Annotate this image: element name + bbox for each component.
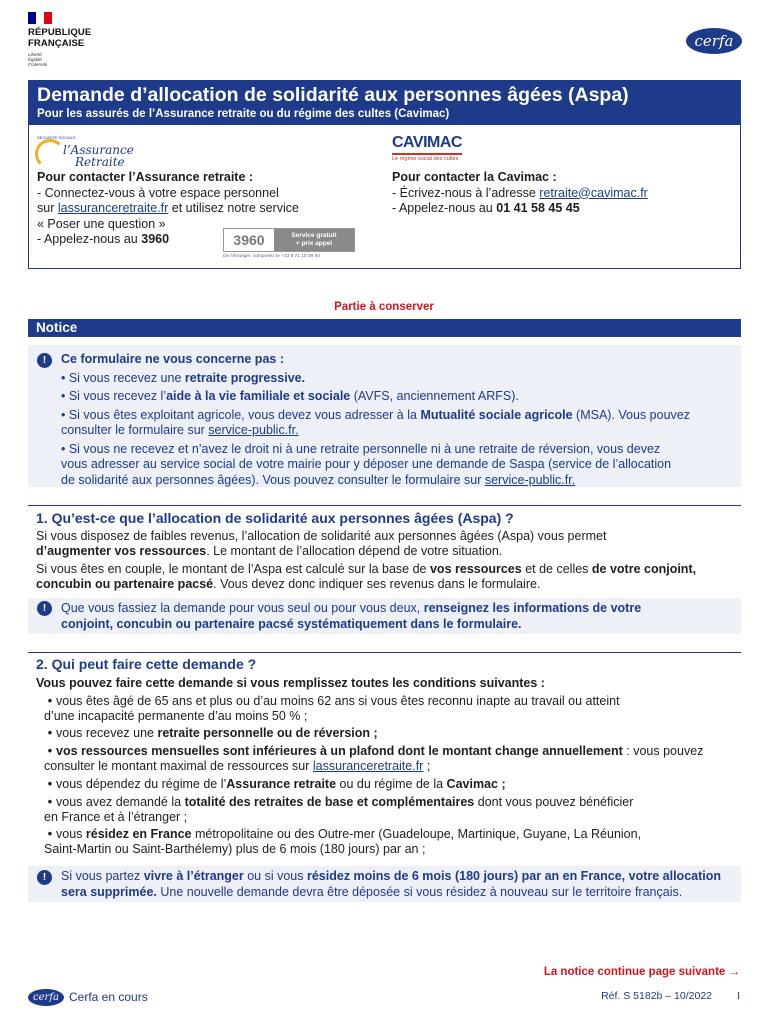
contact-cav-phone: 01 41 58 45 45 — [496, 201, 580, 215]
s2box-bold3: sera supprimée. — [61, 884, 157, 899]
s2box-text3: Une nouvelle demande devra être déposée si vous résidez à nouveau sur le territoire français. — [156, 884, 683, 899]
item4-line2: vous adresser au service social de votre mairie pour y déposer une demande de Saspa (service de l’allocation — [61, 457, 672, 471]
republique-francaise-logo — [28, 27, 91, 49]
contact-cav-email-label: - Écrivez-nous à l’adresse — [392, 185, 540, 200]
badge-international-note: De l’étranger, composez le +33 9 71 10 39 60 — [223, 254, 320, 259]
contact-ar-line3: « Poser une question » — [37, 216, 166, 231]
contact-cav-line2 — [392, 201, 732, 217]
section1-info-box — [28, 598, 741, 634]
motto-egalite: Égalité — [28, 57, 42, 62]
s2box-text1: Si vous partez — [61, 869, 144, 883]
condition-3-text: : vous pouvez — [622, 744, 704, 758]
cavimac-logo-name: CAVIMAC — [392, 133, 462, 155]
condition-5 — [44, 795, 744, 826]
footer-cerfa-status: Cerfa en cours — [69, 990, 148, 1004]
contact-ar-phone: 3960 — [141, 232, 170, 246]
item1-text: • Si vous recevez une — [61, 370, 185, 385]
section1-rule — [28, 505, 741, 506]
rf-line2: FRANÇAISE — [28, 38, 85, 49]
form-header-box — [28, 80, 741, 269]
condition-1-line1: vous êtes âgé de 65 ans et plus ou d’au moins 62 ans si vous êtes reconnu inapte au travail ou atteint — [56, 694, 620, 708]
section1-title: 1. Qu’est-ce que l’allocation de solidarité aux personnes âgées (Aspa) ? — [36, 510, 514, 526]
section2-intro: Vous pouvez faire cette demande si vous remplissez toutes les conditions suivantes : — [36, 676, 545, 690]
assurance-retraite-logo — [35, 135, 145, 171]
footer-cerfa-logo — [28, 989, 64, 1006]
condition-4 — [44, 777, 744, 792]
s1p2-text2: et de celles — [521, 562, 592, 576]
lassuranceretraite-plafond-link[interactable]: lassuranceretraite.fr — [312, 759, 424, 774]
section1-paragraph1 — [36, 529, 736, 560]
footer-page-number: I — [737, 990, 740, 1002]
item1-bold: retraite progressive. — [184, 370, 306, 385]
condition-5-bold: totalité des retraites de base et complémentaires — [184, 795, 475, 809]
title-band — [29, 81, 740, 125]
badge-service-line1: Service gratuit — [291, 232, 337, 239]
partie-a-conserver: Partie à conserver — [334, 301, 434, 313]
condition-2 — [44, 726, 744, 741]
s1p1-line1: Si vous disposez de faibles revenus, l’allocation de solidarité aux personnes âgées (Aspa) vous permet — [36, 529, 607, 543]
s1p1-suffix: . Le montant de l’allocation dépend de votre situation. — [206, 544, 503, 559]
condition-6-bold: résidez en France — [85, 827, 192, 841]
item4-line3: de solidarité aux personnes âgées). Vous pouvez consulter le formulaire sur — [61, 472, 485, 487]
badge-service — [274, 229, 354, 251]
not-concerned-box — [28, 345, 741, 487]
condition-4-text2: ou du régime de la — [336, 777, 447, 791]
condition-3-suffix: ; — [423, 759, 431, 774]
service-public-link-2[interactable]: service-public.fr. — [484, 472, 576, 487]
section2-info-text — [61, 869, 733, 900]
not-concerned-item-1 — [61, 368, 733, 387]
s2box-text2: ou si vous — [243, 869, 307, 883]
cavimac-logo-tagline: Le régime social des cultes — [392, 156, 459, 162]
badge-number: 3960 — [233, 232, 265, 248]
item4-line1: • Si vous ne recevez et n’avez le droit ni à une retraite personnelle ni à une retraite de réversion, vous devez — [61, 441, 661, 456]
cerfa-logo — [686, 28, 742, 54]
condition-4-bold1: Assurance retraite — [226, 777, 337, 791]
condition-1-line2: d’une incapacité permanente d’au moins 50 % ; — [44, 709, 308, 724]
condition-3 — [44, 744, 744, 775]
condition-4-text: vous dépendez du régime de l’ — [56, 777, 227, 791]
section1-paragraph2 — [36, 562, 736, 593]
contact-ar-line2-prefix: sur — [37, 201, 58, 215]
contact-ar-title: Pour contacter l’Assurance retraite : — [37, 170, 254, 184]
exclamation-icon: ! — [37, 870, 52, 885]
condition-5-text: vous avez demandé la — [56, 795, 185, 809]
item3-text: • Si vous êtes exploitant agricole, vous devez vous adresser à la — [61, 407, 421, 422]
rf-line1: RÉPUBLIQUE — [28, 27, 92, 38]
cavimac-email-link[interactable]: retraite@cavimac.fr — [539, 185, 648, 200]
not-concerned-item-2 — [61, 386, 733, 405]
s1box-text: Que vous fassiez la demande pour vous seul ou pour vous deux, — [61, 601, 424, 615]
page-subtitle: Pour les assurés de l’Assurance retraite ou du régime des cultes (Cavimac) — [37, 108, 450, 120]
bullet-icon: • — [47, 827, 53, 841]
notice-heading: Notice — [28, 319, 741, 337]
service-public-link-1[interactable]: service-public.fr. — [208, 423, 299, 437]
footer-cerfa-logo-text: cerfa — [33, 992, 59, 1003]
marianne-flag-icon — [28, 12, 52, 24]
item3-line2: consulter le formulaire sur — [61, 423, 209, 437]
bullet-icon: • — [47, 744, 53, 758]
contact-cav-title: Pour contacter la Cavimac : — [392, 170, 557, 184]
condition-6-line2: Saint-Martin ou Saint-Barthélemy) plus de 6 mois (180 jours) par an ; — [44, 842, 426, 857]
bullet-icon: • — [47, 777, 53, 791]
s1p2-suffix: . Vous devez donc indiquer ses revenus dans le formulaire. — [213, 577, 541, 592]
section1-info-text — [61, 601, 733, 632]
s1box-bold2: conjoint, concubin ou partenaire pacsé systématiquement dans le formulaire. — [61, 616, 522, 631]
s1p2-bold2: de votre conjoint, — [591, 562, 697, 576]
item2-text: • Si vous recevez l’ — [61, 389, 167, 403]
cavimac-logo — [392, 133, 482, 167]
s1box-bold1: renseignez les informations de votre — [423, 601, 642, 615]
condition-5-line2: en France et à l’étranger ; — [44, 810, 188, 825]
page-title: Demande d’allocation de solidarité aux personnes âgées (Aspa) — [37, 84, 629, 106]
s1p2-text: Si vous êtes en couple, le montant de l’Aspa est calculé sur la base de — [36, 562, 430, 576]
s1p2-bold1: vos ressources — [429, 562, 522, 576]
not-concerned-title: Ce formulaire ne vous concerne pas : — [61, 352, 284, 366]
not-concerned-item-3 — [61, 405, 733, 439]
section2-info-box — [28, 866, 741, 902]
condition-2-bold: retraite personnelle ou de réversion ; — [157, 726, 378, 740]
bullet-icon: • — [47, 726, 53, 740]
contact-cav-line1 — [392, 186, 732, 202]
badge-service-line2: + prix appel — [295, 240, 333, 247]
s1p2-bold3: concubin ou partenaire pacsé — [36, 577, 214, 592]
s2box-bold2: résidez moins de 6 mois (180 jours) par an en France, votre allocation — [306, 869, 722, 883]
motto-liberte: Liberté — [28, 52, 42, 57]
contact-cav-phone-label: - Appelez-nous au — [392, 201, 497, 215]
ar-logo-line1: l’Assurance — [63, 143, 134, 157]
exclamation-icon: ! — [37, 353, 52, 368]
item2-suffix: (AVFS, anciennement ARFS). — [350, 389, 519, 403]
exclamation-icon: ! — [37, 601, 52, 616]
bullet-icon: • — [47, 694, 53, 708]
ar-logo-line2: Retraite — [75, 155, 125, 169]
condition-2-text: vous recevez une — [56, 726, 158, 740]
contact-ar-line1: - Connectez-vous à votre espace personnel — [37, 185, 279, 200]
not-concerned-text — [61, 352, 733, 488]
section2-title: 2. Qui peut faire cette demande ? — [36, 656, 257, 672]
item3-suffix: (MSA). Vous pouvez — [572, 407, 690, 422]
contact-cavimac — [392, 170, 732, 217]
condition-5-text2: dont vous pouvez bénéficier — [474, 795, 634, 809]
condition-6-text: vous — [56, 827, 86, 841]
condition-3-line2: consulter le montant maximal de ressources sur — [44, 759, 313, 774]
item2-bold: aide à la vie familiale et sociale — [166, 389, 351, 403]
section2-rule — [28, 652, 741, 653]
condition-4-bold2: Cavimac ; — [446, 777, 506, 791]
rf-motto — [28, 52, 47, 67]
footer-reference: Réf. S 5182b – 10/2022 — [601, 990, 712, 1002]
not-concerned-item-4 — [61, 439, 733, 489]
contact-ar-line2-suffix: et utilisez notre service — [168, 201, 299, 215]
condition-6 — [44, 827, 744, 858]
condition-6-text2: métropolitaine ou des Outre-mer (Guadeloupe, Martinique, Guyane, La Réunion, — [191, 827, 642, 841]
item3-bold: Mutualité sociale agricole — [420, 407, 573, 422]
cerfa-logo-text: cerfa — [694, 32, 734, 50]
continue-next-page: La notice continue page suivante → — [543, 966, 740, 978]
phone-3960-badge — [223, 228, 355, 252]
contact-ar-phone-label: - Appelez-nous au — [37, 232, 142, 246]
ar-ring-text: SÉCURITÉ SOCIALE — [37, 135, 76, 140]
condition-1 — [44, 694, 744, 725]
s2box-bold1: vivre à l’étranger — [143, 869, 244, 883]
bullet-icon: • — [47, 795, 53, 809]
condition-3-bold: vos ressources mensuelles sont inférieures à un plafond dont le montant change annuellement — [56, 744, 623, 758]
lassuranceretraite-link[interactable]: lassuranceretraite.fr — [57, 201, 169, 215]
assurance-retraite-swoosh-icon — [35, 139, 65, 169]
contact-ar-line2 — [37, 201, 377, 217]
motto-fraternite: Fraternité — [28, 62, 48, 67]
s1p1-bold: d’augmenter vos ressources — [36, 544, 207, 559]
